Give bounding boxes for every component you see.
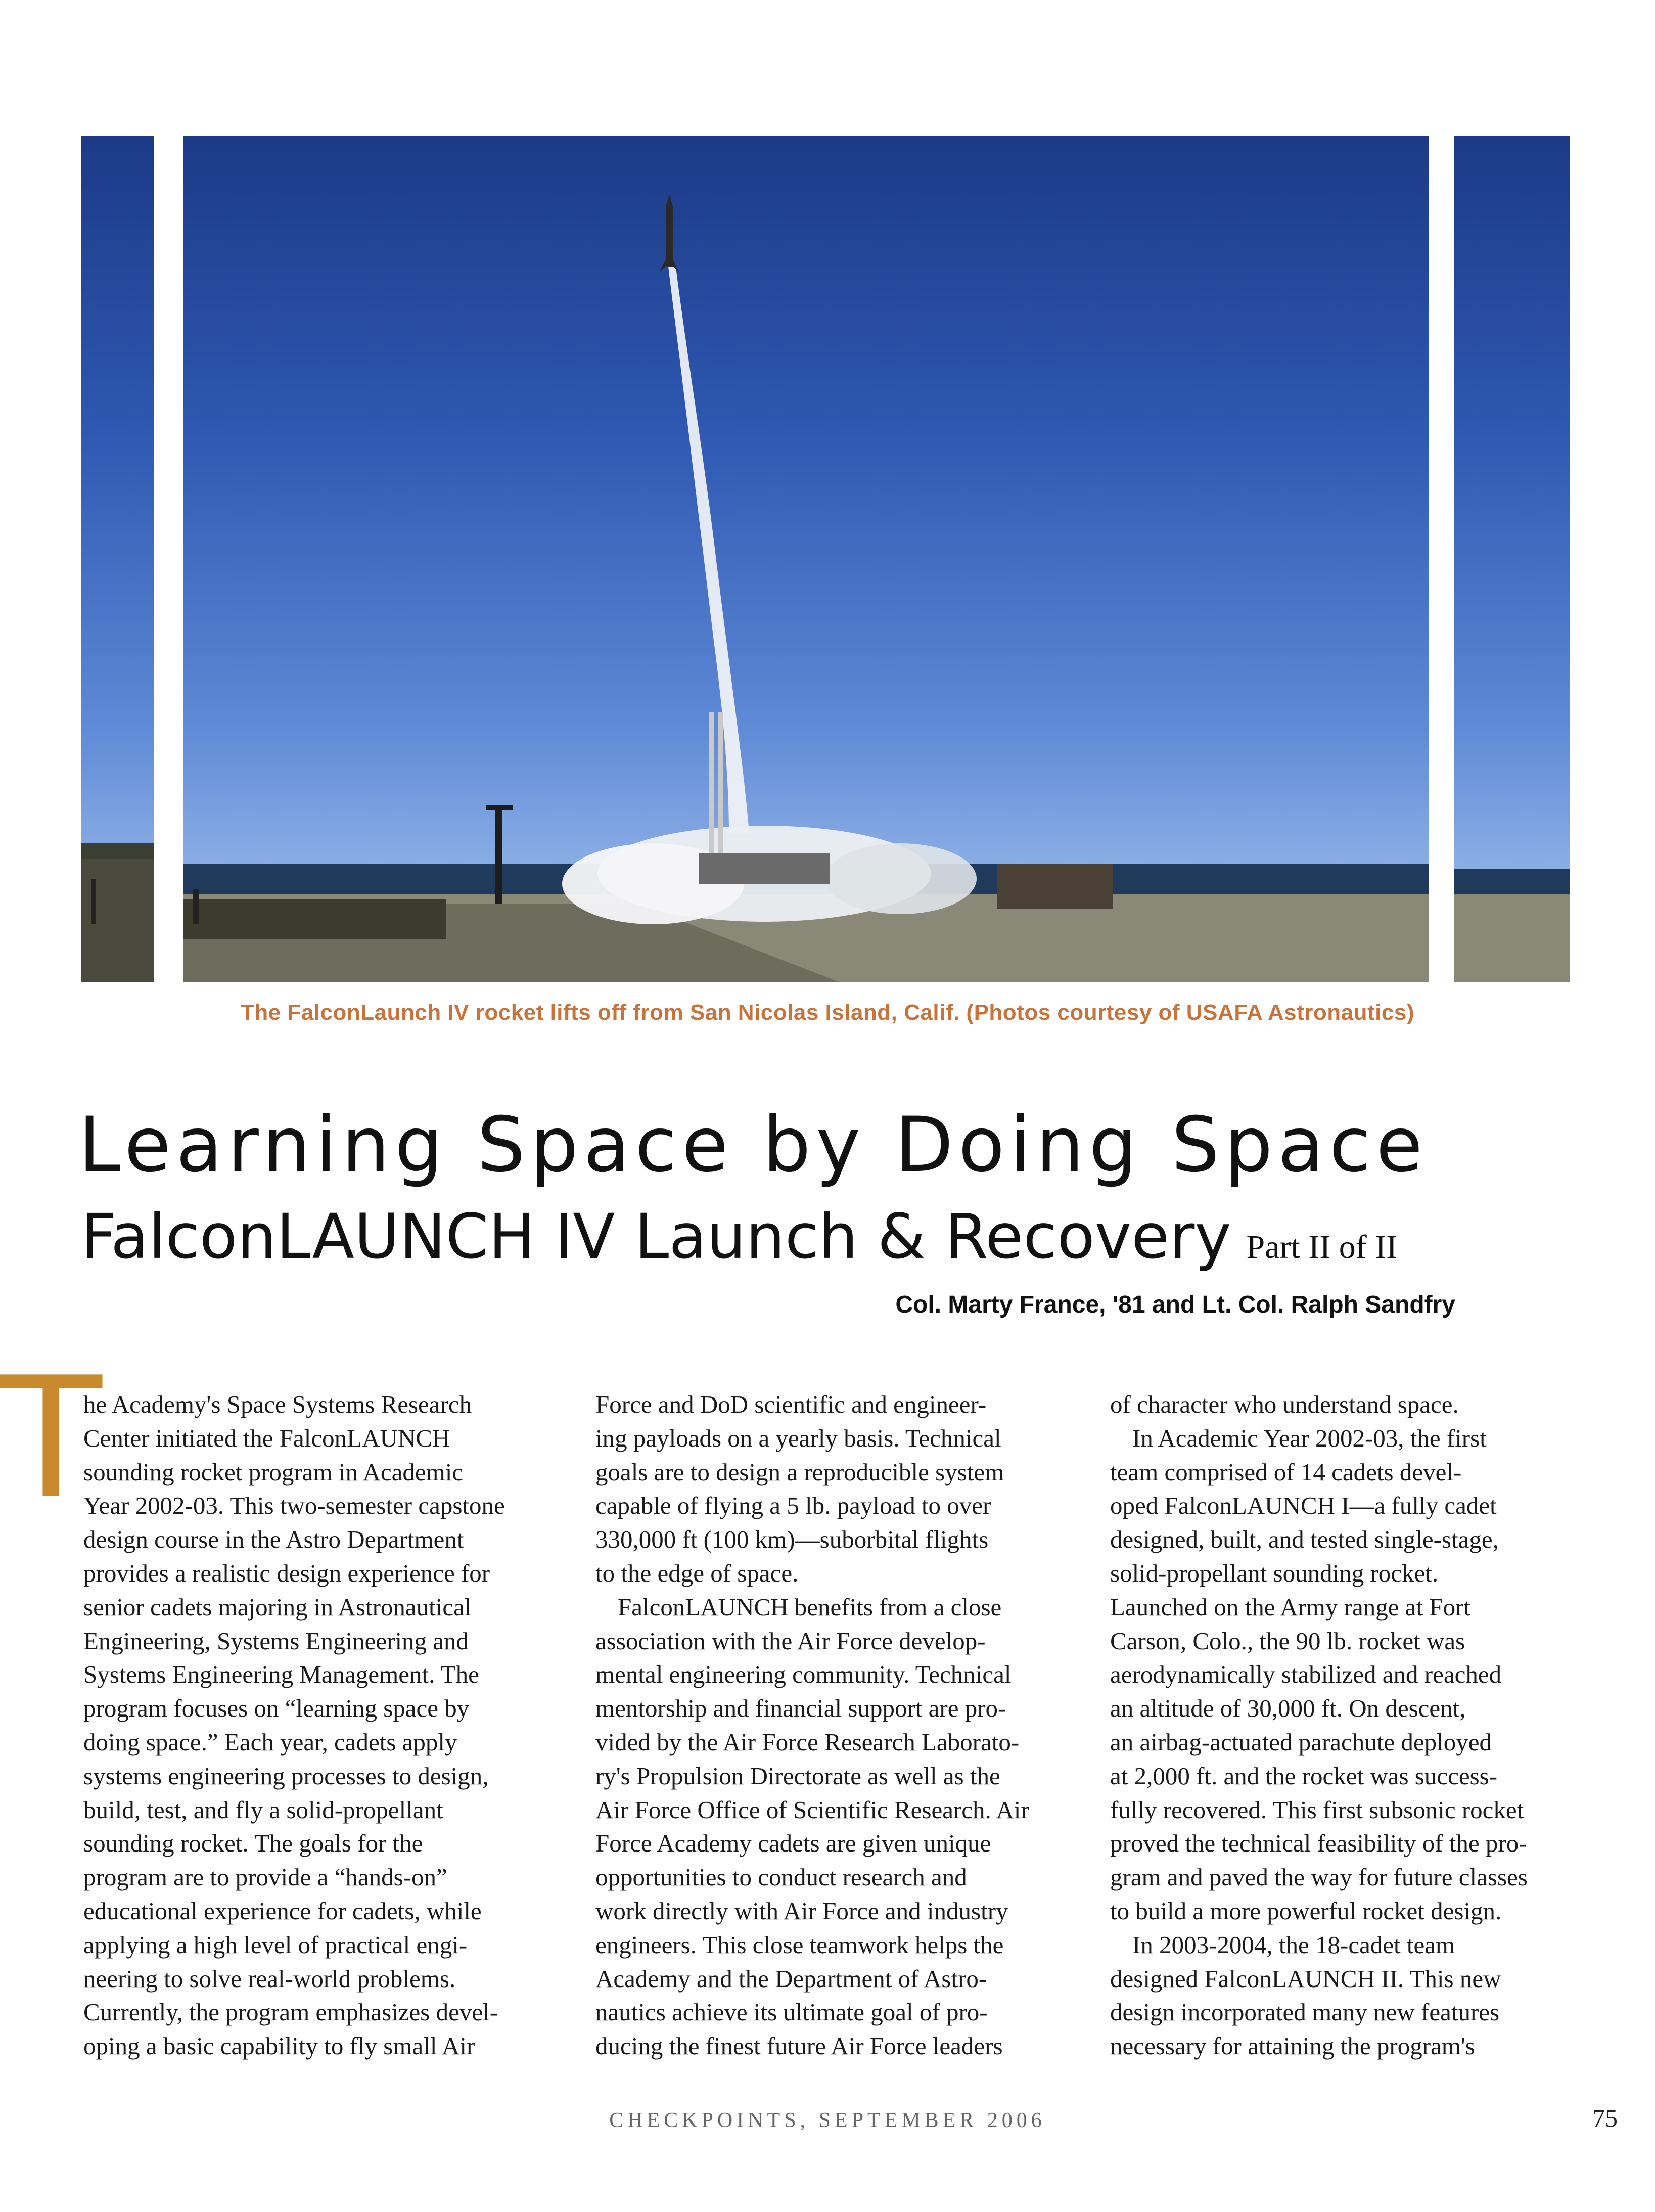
drop-cap: T [0,1341,102,1536]
text-line: In 2003-2004, the 18-cadet team [1132,1930,1455,1959]
text-line: 330,000 ft (100 km)—suborbital flights [595,1525,989,1554]
text-line: program are to provide a “hands-on” [83,1863,447,1891]
subtitle-text: FalconLAUNCH IV Launch & Recovery [81,1201,1231,1273]
text-line: engineers. This close teamwork helps the [595,1930,1004,1959]
text-line: applying a high level of practical engi- [83,1930,468,1959]
text-line: Academy and the Department of Astro- [595,1964,987,1993]
text-line: to the edge of space. [595,1559,799,1587]
text-line: Force Academy cadets are given unique [595,1829,991,1858]
text-line: program focuses on “learning space by [83,1694,470,1723]
article-column-2 [595,1388,1040,2063]
text-line: Year 2002-03. This two-semester capstone [83,1492,505,1520]
text-line: FalconLAUNCH benefits from a close [618,1593,1002,1621]
text-line: opportunities to conduct research and [595,1863,967,1891]
text-line: oping a basic capability to fly small Air [83,2032,475,2060]
text-line: vided by the Air Force Research Laborato- [595,1728,1020,1756]
text-line: of character who understand space. [1110,1390,1459,1418]
publication-footer: CHECKPOINTS, SEPTEMBER 2006 [609,2109,1046,2132]
text-line: designed, built, and tested single-stage, [1110,1525,1499,1554]
text-line: Engineering, Systems Engineering and [83,1627,469,1655]
text-line: to build a more powerful rocket design. [1110,1897,1502,1925]
text-line: ducing the finest future Air Force leaders [595,2032,1003,2060]
text-line: design incorporated many new features [1110,1998,1500,2026]
text-line: Force and DoD scientific and engineer- [595,1390,987,1418]
text-line: Air Force Office of Scientific Research. Air [595,1795,1029,1824]
text-line: ry's Propulsion Directorate as well as the [595,1762,1000,1790]
text-line: mental engineering community. Technical [595,1660,1012,1689]
text-line: senior cadets majoring in Astronautical [83,1593,472,1621]
text-line: work directly with Air Force and industry [595,1897,1008,1925]
text-line: goals are to design a reproducible system [595,1458,1004,1486]
text-line: neering to solve real-world problems. [83,1964,456,1993]
text-line: oped FalconLAUNCH I—a fully cadet [1110,1492,1497,1520]
text-line: Center initiated the FalconLAUNCH [83,1424,450,1452]
article-title: Learning Space by Doing Space [78,1101,1428,1189]
article-subtitle [81,1201,1597,1273]
text-line: nautics achieve its ultimate goal of pro- [595,1998,988,2026]
text-line: gram and paved the way for future classes [1110,1863,1528,1891]
text-line: ing payloads on a yearly basis. Technical [595,1424,1001,1452]
text-line: sounding rocket. The goals for the [83,1829,423,1858]
text-line: sounding rocket program in Academic [83,1458,464,1486]
photo-strip-left [81,136,154,982]
text-line: an altitude of 30,000 ft. On descent, [1110,1694,1466,1723]
text-line: team comprised of 14 cadets devel- [1110,1458,1462,1486]
photo-strip-right [1454,136,1570,982]
text-line: Launched on the Army range at Fort [1110,1593,1471,1621]
text-line: provides a realistic design experience for [83,1559,490,1587]
text-line: designed FalconLAUNCH II. This new [1110,1964,1501,1993]
text-line: Currently, the program emphasizes devel- [83,1998,498,2026]
text-line: solid-propellant sounding rocket. [1110,1559,1439,1587]
rocket-launch-photo [183,136,1429,982]
article-column-1 [83,1388,528,2063]
text-line: mentorship and financial support are pro- [595,1694,1006,1723]
text-line: capable of flying a 5 lb. payload to over [595,1492,991,1520]
text-line: systems engineering processes to design, [83,1762,489,1790]
text-line: proved the technical feasibility of the pro- [1110,1829,1527,1858]
byline: Col. Marty France, '81 and Lt. Col. Ralph Sandfry [895,1291,1455,1318]
text-line: Systems Engineering Management. The [83,1660,479,1689]
photo-caption: The FalconLaunch IV rocket lifts off from San Nicolas Island, Calif. (Photos courtesy of USAFA Astronautics) [241,1000,1414,1025]
text-line: doing space.” Each year, cadets apply [83,1728,457,1756]
text-line: design course in the Astro Department [83,1525,464,1554]
text-line: at 2,000 ft. and the rocket was success- [1110,1762,1498,1790]
text-line: he Academy's Space Systems Research [83,1390,472,1418]
text-line: Carson, Colo., the 90 lb. rocket was [1110,1627,1465,1655]
page-number: 75 [1592,2104,1618,2132]
text-line: build, test, and fly a solid-propellant [83,1795,443,1824]
text-line: necessary for attaining the program's [1110,2032,1475,2060]
article-column-3 [1110,1388,1555,2063]
text-line: aerodynamically stabilized and reached [1110,1660,1502,1689]
text-line: association with the Air Force develop- [595,1627,986,1655]
text-line: fully recovered. This first subsonic rocket [1110,1795,1524,1824]
text-line: In Academic Year 2002-03, the first [1132,1424,1487,1452]
text-line: educational experience for cadets, while [83,1897,482,1925]
text-line: an airbag-actuated parachute deployed [1110,1728,1492,1756]
part-label: Part II of II [1246,1229,1398,1266]
